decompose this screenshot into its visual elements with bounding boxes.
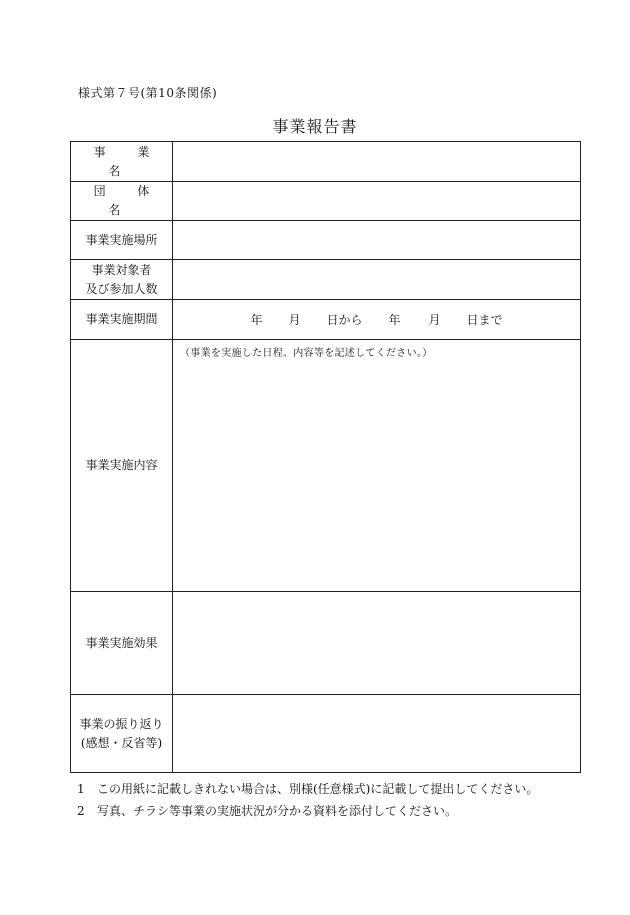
document-title: 事業報告書 [272, 117, 358, 136]
row-review [71, 695, 581, 773]
content-label: 事業実施内容 [71, 340, 173, 592]
note-text: 写真、チラシ等事業の実施状況が分かる資料を添付してください。 [97, 804, 458, 818]
place-field[interactable] [173, 221, 581, 260]
participants-field[interactable] [173, 260, 581, 300]
period-field[interactable] [173, 300, 581, 340]
note-number: 2 [77, 804, 85, 818]
effect-label: 事業実施効果 [71, 592, 173, 695]
note-item [77, 778, 538, 800]
organization-label-text: 団 体 名 [93, 184, 164, 217]
row-organization [71, 182, 581, 221]
place-label: 事業実施場所 [71, 221, 173, 260]
review-label-line1: 事業の振り返り [79, 716, 164, 731]
project-name-label-text: 事 業 名 [93, 144, 164, 178]
review-field[interactable] [173, 695, 581, 773]
project-name-field[interactable] [173, 142, 581, 182]
note-number: 1 [77, 782, 85, 796]
participants-label-line2: 及び参加人数 [85, 281, 158, 296]
participants-label [71, 260, 173, 300]
content-field[interactable] [173, 340, 581, 592]
review-label [71, 695, 173, 773]
period-line [173, 311, 580, 328]
row-period [71, 300, 581, 340]
organization-field[interactable] [173, 182, 581, 221]
project-name-label [71, 142, 173, 182]
row-effect [71, 592, 581, 695]
form-number-label: 様式第７号(第10条関係) [78, 86, 218, 100]
row-participants [71, 260, 581, 300]
note-item [77, 800, 538, 822]
participants-label-line1: 事業対象者 [91, 262, 152, 277]
notes [77, 778, 538, 822]
period-day-from: 日から [326, 313, 363, 327]
row-place [71, 221, 581, 260]
effect-field[interactable] [173, 592, 581, 695]
period-month-start: 月 [288, 313, 301, 327]
row-content [71, 340, 581, 592]
period-year-start: 年 [250, 313, 263, 327]
period-day-to: 日まで [466, 313, 503, 327]
note-text: この用紙に記載しきれない場合は、別様(任意様式)に記載して提出してください。 [97, 782, 539, 796]
period-label: 事業実施期間 [71, 300, 173, 340]
content-hint: （事業を実施した日程、内容等を記述してください。） [180, 348, 433, 359]
period-month-end: 月 [428, 313, 441, 327]
period-year-end: 年 [388, 313, 401, 327]
review-label-line2: (感想・反省等) [80, 735, 163, 750]
report-table [70, 141, 581, 773]
organization-label [71, 182, 173, 221]
row-project-name [71, 142, 581, 182]
